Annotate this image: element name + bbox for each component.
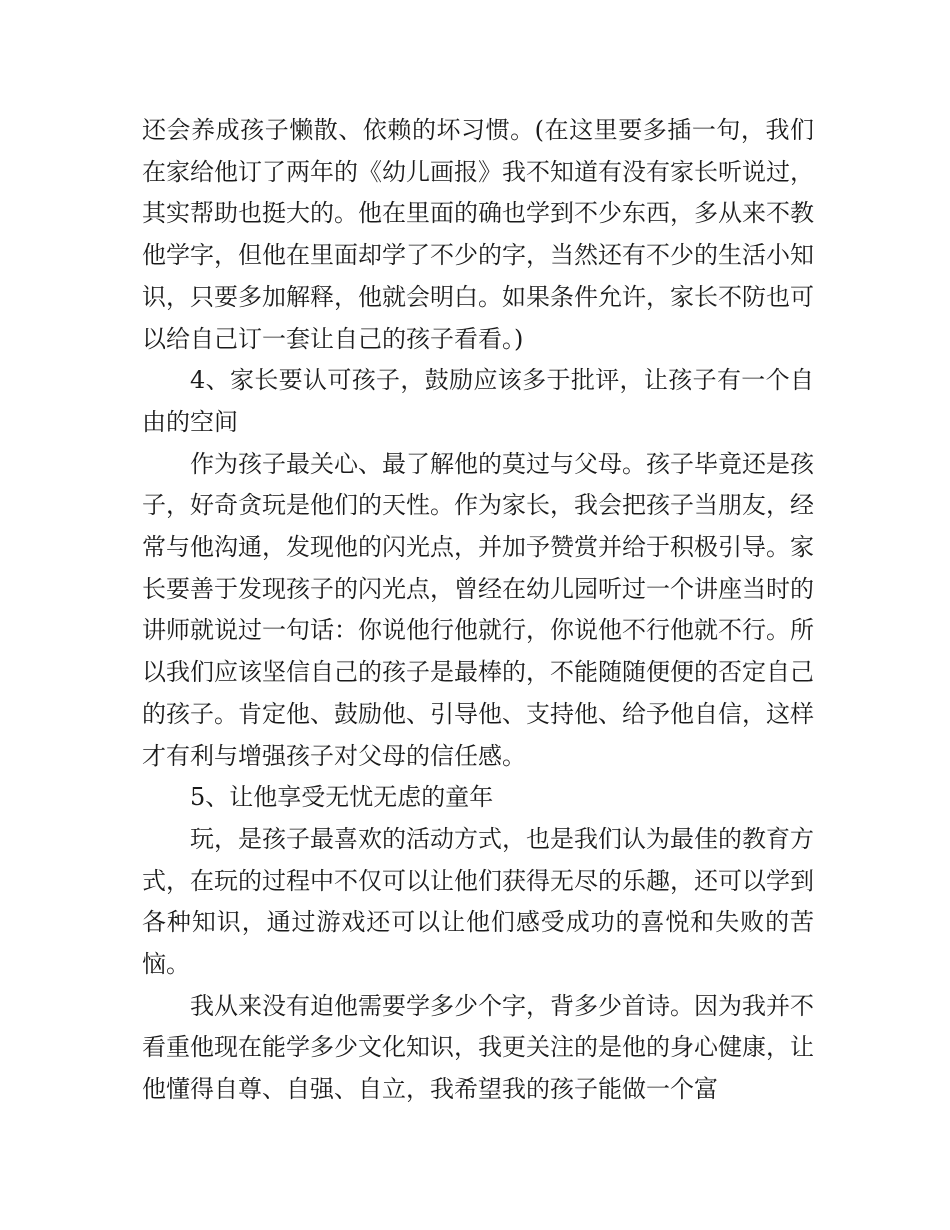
- section-heading-5: 5、让他享受无忧无虑的童年: [190, 783, 494, 812]
- paragraph-no-pressure: 我从来没有迫他需要学多少个字，背多少首诗。因为我并不看重他现在能学多少文化知识，我更关注的是他的身心健康，让他懂得自尊、自强、自立，我希望我的孩子能做一个富: [142, 991, 814, 1104]
- paragraph-parents-role: 作为孩子最关心、最了解他的莫过与父母。孩子毕竟还是孩子，好奇贪玩是他们的天性。作为家长，我会把孩子当朋友，经常与他沟通，发现他的闪光点，并加予赞赏并给于积极引导。家长要善于发现孩子的闪光点，曾经在幼儿园听过一个讲座当时的讲师就说过一句话：你说他行他就行，你说他不行他就不行。所以我们应该坚信自己的孩子是最棒的，不能随随便便的否定自己的孩子。肯定他、鼓励他、引导他、支持他、给予他自信，这样才有利与增强孩子对父母的信任感。: [142, 449, 814, 770]
- document-body: [142, 110, 814, 1111]
- paragraph-continuation: 还会养成孩子懒散、依赖的坏习惯。(在这里要多插一句，我们在家给他订了两年的《幼儿画报》我不知道有没有家长听说过，其实帮助也挺大的。他在里面的确也学到不少东西，多从来不教他学字，但他在里面却学了不少的字，当然还有不少的生活小知识，只要多加解释，他就会明白。如果条件允许，家长不防也可以给自己订一套让自己的孩子看看。): [142, 116, 814, 353]
- paragraph-play: 玩，是孩子最喜欢的活动方式，也是我们认为最佳的教育方式，在玩的过程中不仅可以让他们获得无尽的乐趣，还可以学到各种知识，通过游戏还可以让他们感受成功的喜悦和失败的苦恼。: [142, 824, 814, 979]
- section-heading-4: 4、家长要认可孩子，鼓励应该多于批评，让孩子有一个自由的空间: [142, 366, 814, 436]
